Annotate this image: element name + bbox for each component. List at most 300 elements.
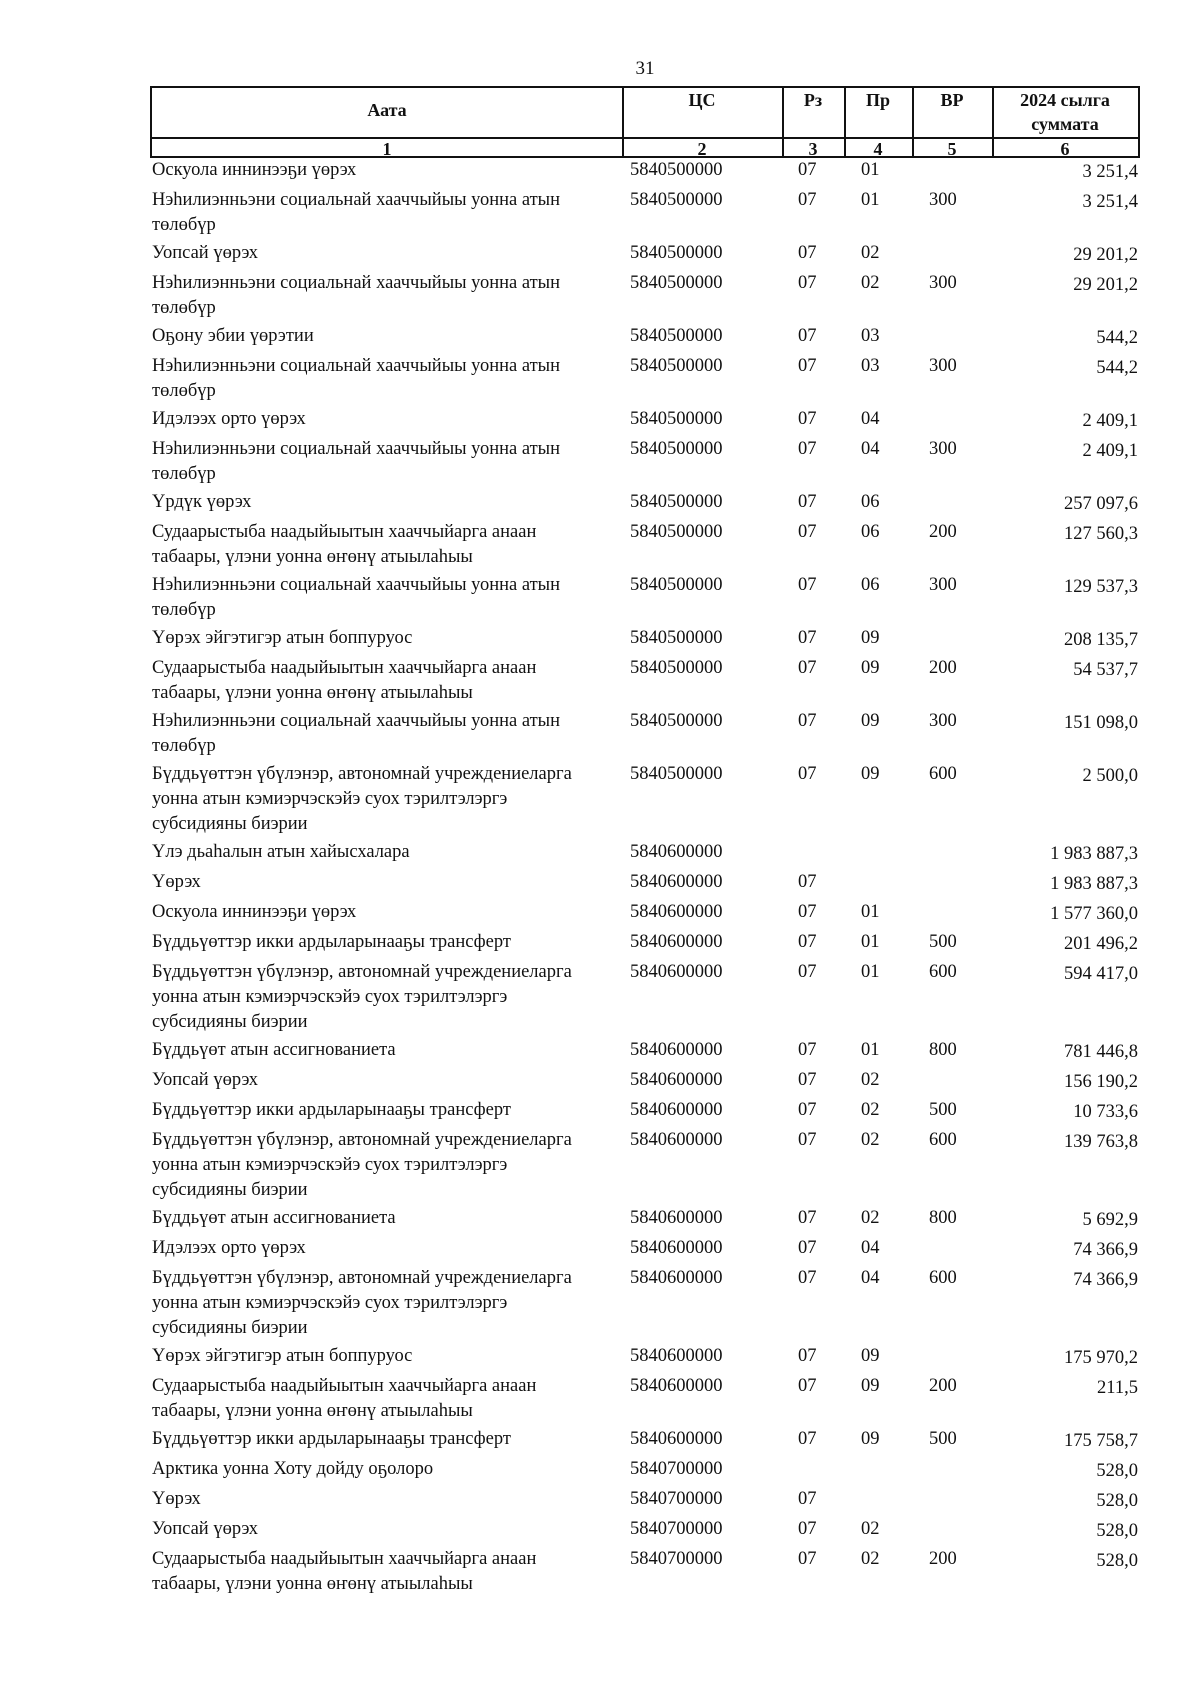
row-cs: 5840500000 xyxy=(630,273,723,293)
row-sum: 528,0 xyxy=(1096,1521,1138,1541)
row-pr: 01 xyxy=(861,190,880,210)
row-sum: 2 500,0 xyxy=(1082,766,1138,786)
table-row xyxy=(152,762,1138,837)
row-sum: 139 763,8 xyxy=(1064,1132,1138,1152)
row-vr: 500 xyxy=(929,932,957,952)
row-name xyxy=(152,1457,630,1484)
row-name xyxy=(152,1266,630,1341)
row-name-line: Бүддьүөттэр икки ардыларынааҕы трансферт xyxy=(152,932,511,952)
row-name-line: Оскуола иннинээҕи үөрэх xyxy=(152,902,357,922)
row-sum: 528,0 xyxy=(1096,1461,1138,1481)
row-name-line: төлөбүр xyxy=(152,736,216,756)
table-row xyxy=(152,324,1138,351)
row-name-line: уонна атын кэмиэрчэскэйэ суох тэрилтэлэргэ xyxy=(152,1155,508,1175)
row-name-line: табаары, үлэни уонна өҥөнү атыылаһыы xyxy=(152,547,473,567)
row-vr xyxy=(920,1344,1000,1371)
row-rz: 07 xyxy=(798,932,817,952)
table-row xyxy=(152,1236,1138,1263)
row-name xyxy=(152,870,630,897)
row-name-line: Оскуола иннинээҕи үөрэх xyxy=(152,160,357,180)
row-name xyxy=(152,1487,630,1514)
row-name-line: Судаарыстыба наадыйыытын хааччыйарга анаан xyxy=(152,522,537,542)
row-pr: 02 xyxy=(861,1100,880,1120)
row-cs: 5840600000 xyxy=(630,1376,723,1396)
row-cs: 5840500000 xyxy=(630,575,723,595)
row-rz: 07 xyxy=(798,1346,817,1366)
table-row xyxy=(152,437,1138,487)
row-pr: 06 xyxy=(861,492,880,512)
row-pr: 09 xyxy=(861,1376,880,1396)
table-row xyxy=(152,407,1138,434)
table-row xyxy=(152,1457,1138,1484)
row-name xyxy=(152,520,630,570)
table-row xyxy=(152,271,1138,321)
row-vr: 300 xyxy=(929,356,957,376)
row-pr: 09 xyxy=(861,628,880,648)
row-vr: 800 xyxy=(929,1040,957,1060)
row-name xyxy=(152,1038,630,1065)
row-vr: 600 xyxy=(929,1268,957,1288)
row-name xyxy=(152,1098,630,1125)
row-pr: 09 xyxy=(861,1429,880,1449)
row-name xyxy=(152,1236,630,1263)
row-rz: 07 xyxy=(798,962,817,982)
row-rz: 07 xyxy=(798,439,817,459)
row-vr: 600 xyxy=(929,764,957,784)
row-vr: 500 xyxy=(929,1429,957,1449)
header-col-name: Аата xyxy=(367,100,407,120)
table-body xyxy=(152,158,1138,1600)
row-rz: 07 xyxy=(798,1429,817,1449)
row-sum: 201 496,2 xyxy=(1064,934,1138,954)
row-name-line: субсидияны биэрии xyxy=(152,1012,308,1032)
header-col-sum-line1: 2024 сылга xyxy=(1020,90,1110,110)
row-cs: 5840500000 xyxy=(630,356,723,376)
row-vr: 200 xyxy=(929,522,957,542)
row-rz: 07 xyxy=(798,1268,817,1288)
table-row xyxy=(152,354,1138,404)
row-pr: 04 xyxy=(861,1268,880,1288)
header-num-2: 2 xyxy=(697,139,707,159)
row-cs: 5840500000 xyxy=(630,522,723,542)
row-sum: 29 201,2 xyxy=(1073,275,1138,295)
row-cs: 5840600000 xyxy=(630,1429,723,1449)
row-pr: 04 xyxy=(861,1238,880,1258)
row-vr xyxy=(920,626,1000,653)
row-rz: 07 xyxy=(798,273,817,293)
header-num-1: 1 xyxy=(382,139,392,159)
row-rz: 07 xyxy=(798,1130,817,1150)
row-rz: 07 xyxy=(798,575,817,595)
row-name-line: Бүддьүөт атын ассигнованиета xyxy=(152,1040,396,1060)
row-rz: 07 xyxy=(798,711,817,731)
row-name-line: Бүддьүөттэн үбүлэнэр, автономнай учреждениеларга xyxy=(152,764,572,784)
row-name xyxy=(152,573,630,623)
row-pr: 03 xyxy=(861,356,880,376)
row-rz: 07 xyxy=(798,326,817,346)
row-sum: 156 190,2 xyxy=(1064,1072,1138,1092)
row-sum: 29 201,2 xyxy=(1073,245,1138,265)
row-sum: 594 417,0 xyxy=(1064,964,1138,984)
row-cs: 5840600000 xyxy=(630,1208,723,1228)
row-name xyxy=(152,490,630,517)
row-sum: 74 366,9 xyxy=(1073,1270,1138,1290)
table-row xyxy=(152,1547,1138,1597)
row-pr: 06 xyxy=(861,522,880,542)
row-name xyxy=(152,1128,630,1203)
row-name-line: төлөбүр xyxy=(152,464,216,484)
row-cs: 5840600000 xyxy=(630,1268,723,1288)
row-name-line: табаары, үлэни уонна өҥөнү атыылаһыы xyxy=(152,1574,473,1594)
table-row xyxy=(152,656,1138,706)
row-cs: 5840500000 xyxy=(630,160,723,180)
row-sum: 544,2 xyxy=(1096,358,1138,378)
row-name-line: Нэһилиэнньэни социальнай хааччыйыы уонна атын xyxy=(152,190,561,210)
row-name xyxy=(152,1427,630,1454)
row-vr xyxy=(920,407,1000,434)
header-col-pr: Пр xyxy=(865,90,890,110)
header-num-4: 4 xyxy=(873,139,883,159)
table-row xyxy=(152,1487,1138,1514)
row-rz: 07 xyxy=(798,409,817,429)
row-rz: 07 xyxy=(798,522,817,542)
row-name-line: төлөбүр xyxy=(152,600,216,620)
header-num-5: 5 xyxy=(947,139,957,159)
row-name xyxy=(152,437,630,487)
header-num-6: 6 xyxy=(1060,139,1070,159)
row-vr: 500 xyxy=(929,1100,957,1120)
row-name xyxy=(152,271,630,321)
row-vr xyxy=(920,1517,1000,1544)
row-pr: 02 xyxy=(861,243,880,263)
row-pr: 09 xyxy=(861,658,880,678)
row-name xyxy=(152,960,630,1035)
header-col-sum-line2: суммата xyxy=(1031,114,1099,134)
header-col-vr: ВР xyxy=(940,90,964,110)
row-name-line: Бүддьүөттэн үбүлэнэр, автономнай учреждениеларга xyxy=(152,1268,572,1288)
table-row xyxy=(152,870,1138,897)
row-cs: 5840600000 xyxy=(630,1346,723,1366)
row-rz: 07 xyxy=(798,1238,817,1258)
row-name-line: Бүддьүөттэр икки ардыларынааҕы трансферт xyxy=(152,1429,511,1449)
row-name-line: табаары, үлэни уонна өҥөнү атыылаһыы xyxy=(152,683,473,703)
row-sum: 151 098,0 xyxy=(1064,713,1138,733)
row-sum: 2 409,1 xyxy=(1082,441,1138,461)
table-row xyxy=(152,930,1138,957)
row-name-line: Оҕону эбии үөрэтии xyxy=(152,326,314,346)
table-row xyxy=(152,1344,1138,1371)
row-name xyxy=(152,354,630,404)
row-pr: 04 xyxy=(861,439,880,459)
row-name xyxy=(152,1547,630,1597)
row-sum: 781 446,8 xyxy=(1064,1042,1138,1062)
table-row xyxy=(152,900,1138,927)
row-rz: 07 xyxy=(798,356,817,376)
row-name-line: Бүддьүөттэн үбүлэнэр, автономнай учреждениеларга xyxy=(152,1130,572,1150)
table-row xyxy=(152,520,1138,570)
row-vr: 200 xyxy=(929,1549,957,1569)
row-cs: 5840700000 xyxy=(630,1489,723,1509)
row-name-line: Үөрэх xyxy=(152,872,201,892)
row-cs: 5840500000 xyxy=(630,243,723,263)
row-name-line: Идэлээх орто үөрэх xyxy=(152,1238,306,1258)
row-name-line: Бүддьүөттэн үбүлэнэр, автономнай учреждениеларга xyxy=(152,962,572,982)
page-number: 31 xyxy=(635,58,655,79)
row-vr xyxy=(920,241,1000,268)
row-name xyxy=(152,188,630,238)
row-name xyxy=(152,709,630,759)
row-cs: 5840600000 xyxy=(630,1100,723,1120)
row-name-line: Идэлээх орто үөрэх xyxy=(152,409,306,429)
row-name-line: Уопсай үөрэх xyxy=(152,1070,259,1090)
row-sum: 1 577 360,0 xyxy=(1050,904,1138,924)
table-header xyxy=(150,86,1140,158)
row-cs: 5840700000 xyxy=(630,1459,723,1479)
row-name-line: субсидияны биэрии xyxy=(152,814,308,834)
row-name-line: Бүддьүөт атын ассигнованиета xyxy=(152,1208,396,1228)
row-vr xyxy=(920,1068,1000,1095)
row-pr: 02 xyxy=(861,273,880,293)
row-vr xyxy=(920,1487,1000,1514)
row-cs: 5840500000 xyxy=(630,492,723,512)
row-sum: 211,5 xyxy=(1097,1378,1138,1398)
row-vr xyxy=(920,158,1000,185)
row-cs: 5840700000 xyxy=(630,1549,723,1569)
row-name-line: Үөрэх эйгэтигэр атын боппуруос xyxy=(152,1346,413,1366)
row-name-line: субсидияны биэрии xyxy=(152,1318,308,1338)
row-vr xyxy=(920,1457,1000,1484)
row-rz: 07 xyxy=(798,764,817,784)
row-vr xyxy=(920,870,1000,897)
row-cs: 5840500000 xyxy=(630,628,723,648)
row-sum: 1 983 887,3 xyxy=(1050,844,1138,864)
row-pr: 02 xyxy=(861,1130,880,1150)
row-pr: 01 xyxy=(861,902,880,922)
row-name xyxy=(152,1068,630,1095)
row-name-line: Уопсай үөрэх xyxy=(152,1519,259,1539)
row-sum: 3 251,4 xyxy=(1082,162,1138,182)
row-name-line: төлөбүр xyxy=(152,215,216,235)
row-sum: 129 537,3 xyxy=(1064,577,1138,597)
row-sum: 1 983 887,3 xyxy=(1050,874,1138,894)
row-name xyxy=(152,762,630,837)
row-pr xyxy=(852,840,920,867)
row-pr: 04 xyxy=(861,409,880,429)
row-cs: 5840700000 xyxy=(630,1519,723,1539)
row-pr: 09 xyxy=(861,1346,880,1366)
row-vr xyxy=(920,900,1000,927)
table-row xyxy=(152,840,1138,867)
row-name-line: Үлэ дьаһалын атын хайысхалара xyxy=(152,842,410,862)
row-cs: 5840600000 xyxy=(630,962,723,982)
row-sum: 5 692,9 xyxy=(1082,1210,1138,1230)
row-cs: 5840600000 xyxy=(630,872,723,892)
row-name xyxy=(152,1517,630,1544)
row-name-line: Үөрэх эйгэтигэр атын боппуруос xyxy=(152,628,413,648)
table-row xyxy=(152,709,1138,759)
row-pr: 02 xyxy=(861,1519,880,1539)
row-pr: 06 xyxy=(861,575,880,595)
row-rz: 07 xyxy=(798,658,817,678)
row-name xyxy=(152,626,630,653)
row-rz: 07 xyxy=(798,160,817,180)
row-pr: 01 xyxy=(861,160,880,180)
row-vr xyxy=(920,840,1000,867)
row-vr xyxy=(920,490,1000,517)
row-rz: 07 xyxy=(798,1040,817,1060)
row-rz: 07 xyxy=(798,1376,817,1396)
row-cs: 5840500000 xyxy=(630,711,723,731)
row-pr: 09 xyxy=(861,764,880,784)
header-col-rz: Рз xyxy=(803,90,823,110)
table-row xyxy=(152,1206,1138,1233)
row-vr: 600 xyxy=(929,962,957,982)
row-name-line: төлөбүр xyxy=(152,298,216,318)
table-row xyxy=(152,158,1138,185)
row-pr: 03 xyxy=(861,326,880,346)
table-row xyxy=(152,188,1138,238)
row-cs: 5840500000 xyxy=(630,409,723,429)
row-vr: 200 xyxy=(929,658,957,678)
header-col-cs: ЦС xyxy=(688,90,716,110)
row-rz: 07 xyxy=(798,243,817,263)
table-row xyxy=(152,1517,1138,1544)
row-name-line: уонна атын кэмиэрчэскэйэ суох тэрилтэлэргэ xyxy=(152,1293,508,1313)
row-rz xyxy=(790,1457,852,1484)
row-sum: 175 758,7 xyxy=(1064,1431,1138,1451)
row-pr: 01 xyxy=(861,932,880,952)
row-name-line: Нэһилиэнньэни социальнай хааччыйыы уонна атын xyxy=(152,711,561,731)
row-sum: 74 366,9 xyxy=(1073,1240,1138,1260)
header-num-3: 3 xyxy=(808,139,818,159)
row-vr xyxy=(920,324,1000,351)
row-name-line: Нэһилиэнньэни социальнай хааччыйыы уонна атын xyxy=(152,575,561,595)
row-cs: 5840600000 xyxy=(630,1130,723,1150)
row-name-line: Арктика уонна Хоту дойду оҕолоро xyxy=(152,1459,434,1479)
table-row xyxy=(152,1427,1138,1454)
table-row xyxy=(152,1374,1138,1424)
row-sum: 257 097,6 xyxy=(1064,494,1138,514)
row-name xyxy=(152,1344,630,1371)
row-sum: 528,0 xyxy=(1096,1491,1138,1511)
row-name-line: уонна атын кэмиэрчэскэйэ суох тэрилтэлэргэ xyxy=(152,789,508,809)
row-pr: 02 xyxy=(861,1549,880,1569)
row-name-line: Судаарыстыба наадыйыытын хааччыйарга анаан xyxy=(152,1549,537,1569)
row-cs: 5840600000 xyxy=(630,842,723,862)
row-name-line: субсидияны биэрии xyxy=(152,1180,308,1200)
row-name xyxy=(152,1374,630,1424)
row-cs: 5840600000 xyxy=(630,1040,723,1060)
row-cs: 5840500000 xyxy=(630,190,723,210)
table-row xyxy=(152,1038,1138,1065)
row-rz: 07 xyxy=(798,628,817,648)
row-name-line: уонна атын кэмиэрчэскэйэ суох тэрилтэлэргэ xyxy=(152,987,508,1007)
row-sum: 208 135,7 xyxy=(1064,630,1138,650)
row-vr: 300 xyxy=(929,439,957,459)
row-name xyxy=(152,900,630,927)
row-rz: 07 xyxy=(798,872,817,892)
row-cs: 5840500000 xyxy=(630,764,723,784)
row-cs: 5840600000 xyxy=(630,1238,723,1258)
row-name-line: Уопсай үөрэх xyxy=(152,243,259,263)
row-pr: 02 xyxy=(861,1208,880,1228)
row-vr: 200 xyxy=(929,1376,957,1396)
row-cs: 5840500000 xyxy=(630,658,723,678)
row-name-line: Судаарыстыба наадыйыытын хааччыйарга анаан xyxy=(152,1376,537,1396)
row-sum: 544,2 xyxy=(1096,328,1138,348)
row-cs: 5840500000 xyxy=(630,326,723,346)
row-name xyxy=(152,840,630,867)
row-vr xyxy=(920,1236,1000,1263)
row-rz: 07 xyxy=(798,190,817,210)
row-name-line: Нэһилиэнньэни социальнай хааччыйыы уонна атын xyxy=(152,356,561,376)
row-pr: 02 xyxy=(861,1070,880,1090)
row-name-line: Нэһилиэнньэни социальнай хааччыйыы уонна атын xyxy=(152,273,561,293)
row-rz: 07 xyxy=(798,1100,817,1120)
row-name-line: Судаарыстыба наадыйыытын хааччыйарга анаан xyxy=(152,658,537,678)
row-rz: 07 xyxy=(798,492,817,512)
table-row xyxy=(152,960,1138,1035)
table-row xyxy=(152,241,1138,268)
row-rz: 07 xyxy=(798,1519,817,1539)
row-sum: 3 251,4 xyxy=(1082,192,1138,212)
row-name-line: табаары, үлэни уонна өҥөнү атыылаһыы xyxy=(152,1401,473,1421)
row-vr: 600 xyxy=(929,1130,957,1150)
row-sum: 528,0 xyxy=(1096,1551,1138,1571)
row-name-line: Нэһилиэнньэни социальнай хааччыйыы уонна атын xyxy=(152,439,561,459)
table-row xyxy=(152,626,1138,653)
row-rz: 07 xyxy=(798,1549,817,1569)
row-name xyxy=(152,407,630,434)
row-name xyxy=(152,158,630,185)
row-name-line: Үөрэх xyxy=(152,1489,201,1509)
row-sum: 2 409,1 xyxy=(1082,411,1138,431)
row-vr: 300 xyxy=(929,711,957,731)
row-pr: 01 xyxy=(861,1040,880,1060)
table-row xyxy=(152,1266,1138,1341)
row-pr xyxy=(852,1457,920,1484)
row-cs: 5840500000 xyxy=(630,439,723,459)
row-name xyxy=(152,656,630,706)
row-name xyxy=(152,1206,630,1233)
row-sum: 127 560,3 xyxy=(1064,524,1138,544)
row-name-line: Үрдүк үөрэх xyxy=(152,492,252,512)
row-pr: 01 xyxy=(861,962,880,982)
row-name-line: төлөбүр xyxy=(152,381,216,401)
row-sum: 10 733,6 xyxy=(1073,1102,1138,1122)
table-row xyxy=(152,573,1138,623)
row-rz: 07 xyxy=(798,1208,817,1228)
table-row xyxy=(152,490,1138,517)
row-name xyxy=(152,930,630,957)
row-vr: 300 xyxy=(929,575,957,595)
row-rz: 07 xyxy=(798,1489,817,1509)
row-name xyxy=(152,241,630,268)
row-pr xyxy=(852,1487,920,1514)
row-name-line: Бүддьүөттэр икки ардыларынааҕы трансферт xyxy=(152,1100,511,1120)
row-sum: 54 537,7 xyxy=(1073,660,1138,680)
table-row xyxy=(152,1128,1138,1203)
table-row xyxy=(152,1098,1138,1125)
row-name xyxy=(152,324,630,351)
row-cs: 5840600000 xyxy=(630,902,723,922)
table-row xyxy=(152,1068,1138,1095)
row-vr: 300 xyxy=(929,273,957,293)
row-rz: 07 xyxy=(798,1070,817,1090)
row-cs: 5840600000 xyxy=(630,932,723,952)
row-cs: 5840600000 xyxy=(630,1070,723,1090)
row-vr: 800 xyxy=(929,1208,957,1228)
